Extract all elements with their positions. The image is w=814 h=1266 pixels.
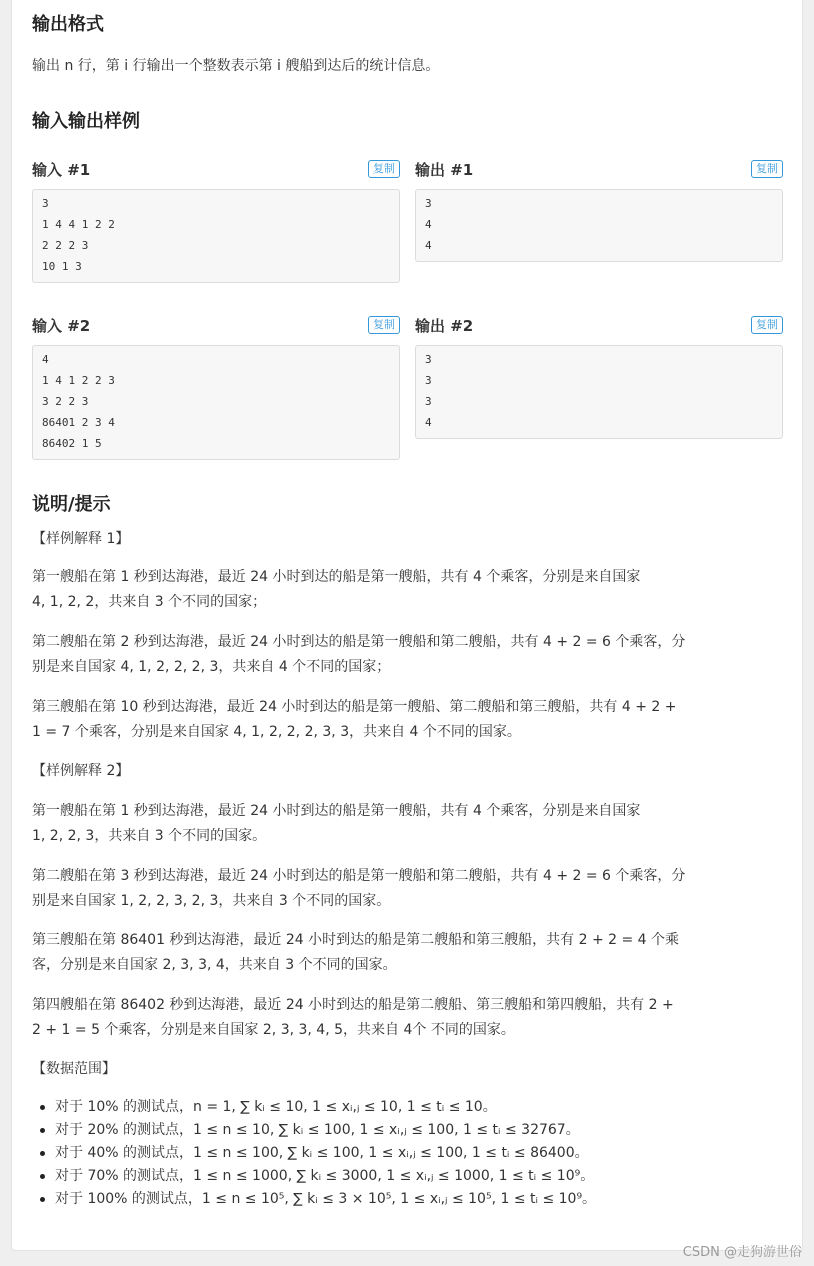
sample-2-output-box (415, 345, 783, 439)
data-range-list (32, 1096, 784, 1211)
explanation-line: 1 = 7 个乘客，分别是来自国家 4, 1, 2, 2, 2, 3, 3，共来自 4 个不同的国家。 (32, 724, 521, 740)
code-line: 4 (42, 353, 49, 366)
explanation-line: 2 + 1 = 5 个乘客，分别是来自国家 2, 3, 3, 4, 5，共来自 4个 不同的国家。 (32, 1022, 515, 1038)
explanation-line: 第一艘船在第 1 秒到达海港，最近 24 小时到达的船是第一艘船，共有 4 个乘客，分别是来自国家 (32, 569, 641, 585)
output-format-text: 输出 n 行，第 i 行输出一个整数表示第 i 艘船到达后的统计信息。 (32, 58, 440, 74)
copy-button[interactable]: 复制 (368, 160, 400, 178)
explanation-line: 1, 2, 2, 3，共来自 3 个不同的国家。 (32, 828, 267, 844)
samples-heading: 输入输出样例 (32, 111, 140, 132)
sample-1-output-box (415, 189, 783, 262)
code-line: 3 2 2 3 (42, 395, 89, 408)
sample-2-explanation-label: 【样例解释 2】 (32, 763, 130, 779)
sample-2-output-header (415, 313, 783, 337)
explanation-paragraph (32, 864, 784, 914)
explanation-line: 4, 1, 2, 2，共来自 3 个不同的国家； (32, 594, 267, 610)
output-format-heading: 输出格式 (32, 14, 104, 35)
code-line: 3 (425, 395, 432, 408)
code-line: 86401 2 3 4 (42, 416, 115, 429)
code-line: 3 (425, 374, 432, 387)
explanation-line: 别是来自国家 4, 1, 2, 2, 2, 3，共来自 4 个不同的国家； (32, 659, 391, 675)
code-line: 3 (425, 197, 432, 210)
problem-card (11, 0, 803, 1251)
explanation-line: 别是来自国家 1, 2, 2, 3, 2, 3，共来自 3 个不同的国家。 (32, 893, 391, 909)
explanation-line: 客，分别是来自国家 2, 3, 3, 4，共来自 3 个不同的国家。 (32, 957, 397, 973)
sample-2-output-title: 输出 #2 (415, 316, 474, 335)
sample-1-input-header (32, 157, 400, 181)
code-line: 86402 1 5 (42, 437, 102, 450)
code-line: 3 (42, 197, 49, 210)
code-line: 3 (425, 353, 432, 366)
sample-2-input-box (32, 345, 400, 460)
data-range-item: 对于 40% 的测试点，1 ≤ n ≤ 100, ∑ kᵢ ≤ 100, 1 ≤ xᵢ,ⱼ ≤ 100, 1 ≤ tᵢ ≤ 86400。 (32, 1142, 784, 1165)
explanation-paragraph (32, 928, 784, 978)
copy-button[interactable]: 复制 (751, 160, 783, 178)
explanation-line: 第一艘船在第 1 秒到达海港，最近 24 小时到达的船是第一艘船，共有 4 个乘客，分别是来自国家 (32, 803, 641, 819)
explanation-paragraph (32, 799, 784, 849)
explanation-line: 第二艘船在第 3 秒到达海港，最近 24 小时到达的船是第一艘船和第二艘船，共有 4 + 2 = 6 个乘客，分 (32, 868, 686, 884)
data-range-item: 对于 20% 的测试点，1 ≤ n ≤ 10, ∑ kᵢ ≤ 100, 1 ≤ xᵢ,ⱼ ≤ 100, 1 ≤ tᵢ ≤ 32767。 (32, 1119, 784, 1142)
copy-button[interactable]: 复制 (751, 316, 783, 334)
explanation-paragraph (32, 565, 784, 615)
code-line: 1 4 4 1 2 2 (42, 218, 115, 231)
explanation-line: 第三艘船在第 86401 秒到达海港，最近 24 小时到达的船是第二艘船和第三艘船，共有 2 + 2 = 4 个乘 (32, 932, 680, 948)
code-line: 4 (425, 416, 432, 429)
explanation-paragraph (32, 630, 784, 680)
data-range-item: 对于 100% 的测试点，1 ≤ n ≤ 10⁵, ∑ kᵢ ≤ 3 × 10⁵, 1 ≤ xᵢ,ⱼ ≤ 10⁵, 1 ≤ tᵢ ≤ 10⁹。 (32, 1188, 784, 1211)
code-line: 4 (425, 239, 432, 252)
explanation-paragraph (32, 695, 784, 745)
code-line: 1 4 1 2 2 3 (42, 374, 115, 387)
code-line: 2 2 2 3 (42, 239, 89, 252)
data-range-item: 对于 70% 的测试点，1 ≤ n ≤ 1000, ∑ kᵢ ≤ 3000, 1 ≤ xᵢ,ⱼ ≤ 1000, 1 ≤ tᵢ ≤ 10⁹。 (32, 1165, 784, 1188)
code-line: 10 1 3 (42, 260, 82, 273)
copy-button[interactable]: 复制 (368, 316, 400, 334)
hint-heading: 说明/提示 (32, 494, 111, 515)
csdn-watermark: CSDN @走狗游世俗 (682, 1245, 802, 1260)
sample-1-output-title: 输出 #1 (415, 160, 474, 179)
sample-1-input-title: 输入 #1 (32, 160, 91, 179)
data-range-item: 对于 10% 的测试点，n = 1, ∑ kᵢ ≤ 10, 1 ≤ xᵢ,ⱼ ≤ 10, 1 ≤ tᵢ ≤ 10。 (32, 1096, 784, 1119)
sample-1-explanation-label: 【样例解释 1】 (32, 531, 130, 547)
sample-1-output-header (415, 157, 783, 181)
explanation-paragraph (32, 993, 784, 1043)
explanation-line: 第二艘船在第 2 秒到达海港，最近 24 小时到达的船是第一艘船和第二艘船，共有 4 + 2 = 6 个乘客，分 (32, 634, 686, 650)
sample-2-input-title: 输入 #2 (32, 316, 91, 335)
data-range-label: 【数据范围】 (32, 1061, 116, 1077)
code-line: 4 (425, 218, 432, 231)
explanation-line: 第三艘船在第 10 秒到达海港，最近 24 小时到达的船是第一艘船、第二艘船和第三艘船，共有 4 + 2 + (32, 699, 677, 715)
sample-1-input-box (32, 189, 400, 283)
sample-2-input-header (32, 313, 400, 337)
explanation-line: 第四艘船在第 86402 秒到达海港，最近 24 小时到达的船是第二艘船、第三艘船和第四艘船，共有 2 + (32, 997, 674, 1013)
